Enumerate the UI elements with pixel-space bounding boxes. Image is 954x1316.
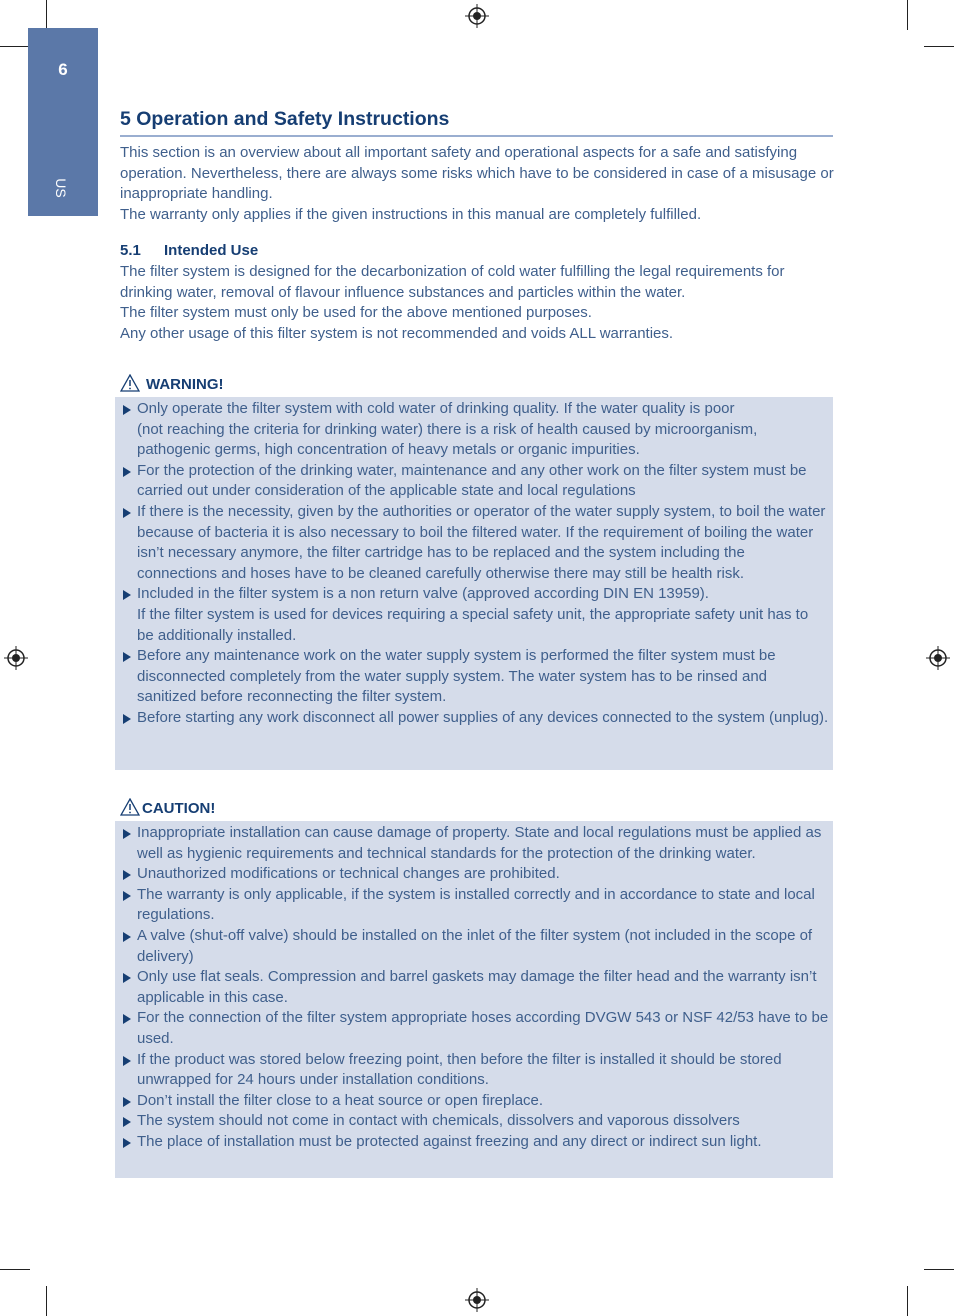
list-item: Unauthorized modifications or technical changes are prohibited. xyxy=(115,864,833,885)
list-item: For the connection of the filter system appropriate hoses according DVGW 543 or NSF 42/53 have to be used. xyxy=(115,1008,833,1049)
list-item: The system should not come in contact with chemicals, dissolvers and vaporous dissolvers xyxy=(115,1111,833,1132)
registration-mark-icon xyxy=(926,646,950,670)
list-item: If there is the necessity, given by the authorities or operator of the water supply system, to boil the water because of bacteria it is also necessary to boil the filtered water. If the requirement of boiling the water isn’t necessary anymore, the filter cartridge has to be replaced and the system including the connections and hoses have to be cleaned carefully otherwise there may still be health risk. xyxy=(115,502,833,584)
caution-label: CAUTION! xyxy=(142,800,216,817)
warning-heading xyxy=(120,374,224,393)
registration-mark-icon xyxy=(4,646,28,670)
list-item: Before any maintenance work on the water supply system is performed the filter system must be disconnected completely from the water supply system. The water system has to be rinsed and sanitized before reconnecting the filter system. xyxy=(115,646,833,708)
registration-mark-icon xyxy=(465,4,489,28)
intended-use-text: The filter system is designed for the decarbonization of cold water fulfilling the legal requirements for drinking water, removal of flavour influence substances and particles within the water. xyxy=(120,263,785,301)
crop-mark xyxy=(924,1269,954,1270)
crop-mark xyxy=(907,0,908,30)
list-item: Only operate the filter system with cold water of drinking quality. If the water quality is poor (not reaching the criteria for drinking water) there is a risk of health caused by microorganism, pathogenic germs, high concentration of heavy metals or organic impurities. xyxy=(115,399,833,461)
warning-triangle-icon xyxy=(120,798,140,816)
caution-list xyxy=(115,821,833,1178)
intro-paragraph: This section is an overview about all important safety and operational aspects for a safe and satisfying operation. Nevertheless, there are always some risks which have to be considered in case of a misusage or inappropriate handling. xyxy=(120,144,834,203)
language-label: US xyxy=(53,178,69,198)
list-item: For the protection of the drinking water, maintenance and any other work on the filter system must be carried out under consideration of the applicable state and local regulations xyxy=(115,461,833,502)
list-item: The place of installation must be protected against freezing and any direct or indirect sun light. xyxy=(115,1132,833,1153)
crop-mark xyxy=(0,46,30,47)
warning-label: WARNING! xyxy=(146,376,224,393)
crop-mark xyxy=(46,0,47,30)
list-item: Included in the filter system is a non return valve (approved according DIN EN 13959). If the filter system is used for devices requiring a special safety unit, the appropriate safety unit has to be additionally installed. xyxy=(115,584,833,646)
subsection-heading xyxy=(120,242,258,259)
page-number: 6 xyxy=(58,60,68,79)
warning-triangle-icon xyxy=(120,374,140,392)
crop-mark xyxy=(907,1286,908,1316)
list-item: The warranty is only applicable, if the system is installed correctly and in accordance to state and local regulations. xyxy=(115,885,833,926)
list-item: If the product was stored below freezing point, then before the filter is installed it should be stored unwrapped for 24 hours under installation conditions. xyxy=(115,1050,833,1091)
registration-mark-icon xyxy=(465,1288,489,1312)
section-title: 5 Operation and Safety Instructions xyxy=(120,108,833,137)
intended-use-text: The filter system must only be used for the above mentioned purposes. xyxy=(120,304,592,321)
intended-use-text: Any other usage of this filter system is not recommended and voids ALL warranties. xyxy=(120,325,674,342)
subsection-number: 5.1 xyxy=(120,242,141,259)
list-item: Before starting any work disconnect all power supplies of any devices connected to the system (unplug). xyxy=(115,708,833,729)
list-item: Don’t install the filter close to a heat source or open fireplace. xyxy=(115,1091,833,1112)
warning-list xyxy=(115,397,833,770)
list-item: A valve (shut-off valve) should be installed on the inlet of the filter system (not included in the scope of delivery) xyxy=(115,926,833,967)
crop-mark xyxy=(924,46,954,47)
list-item: Inappropriate installation can cause damage of property. State and local regulations must be applied as well as hygienic requirements and technical standards for the protection of the drinking water. xyxy=(115,823,833,864)
list-item: Only use flat seals. Compression and barrel gaskets may damage the filter head and the warranty isn’t applicable in this case. xyxy=(115,967,833,1008)
caution-heading xyxy=(120,798,215,817)
crop-mark xyxy=(46,1286,47,1316)
page-tab xyxy=(28,28,98,216)
warranty-paragraph: The warranty only applies if the given instructions in this manual are completely fulfilled. xyxy=(120,206,702,223)
subsection-title: Intended Use xyxy=(164,242,259,259)
crop-mark xyxy=(0,1269,30,1270)
